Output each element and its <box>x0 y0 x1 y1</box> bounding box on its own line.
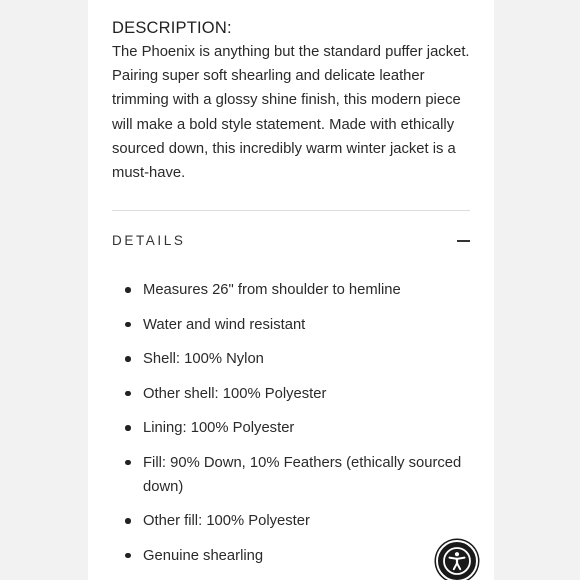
details-list <box>112 278 472 578</box>
accessibility-button[interactable] <box>436 540 478 580</box>
list-item <box>112 544 472 568</box>
bullet-icon <box>125 391 131 397</box>
list-item <box>112 382 472 406</box>
bullet-icon <box>125 287 131 293</box>
product-info-panel <box>88 0 494 580</box>
list-item-text: Other fill: 100% Polyester <box>143 513 310 530</box>
list-item-text: Other shell: 100% Polyester <box>143 385 327 402</box>
bullet-icon <box>125 356 131 362</box>
section-divider <box>112 210 470 211</box>
list-item-text: Fill: 90% Down, 10% Feathers (ethically sourced down) <box>143 454 462 495</box>
list-item <box>112 313 472 337</box>
bullet-icon <box>125 425 131 431</box>
list-item-text: Lining: 100% Polyester <box>143 420 295 436</box>
accessibility-icon <box>442 546 472 576</box>
minus-icon <box>457 240 470 242</box>
bullet-icon <box>125 518 131 524</box>
list-item-text: Genuine shearling <box>143 547 264 564</box>
list-item <box>112 278 472 302</box>
details-title: DETAILS <box>112 233 186 248</box>
bullet-icon <box>125 460 131 466</box>
description-text: The Phoenix is anything but the standard puffer jacket. Pairing super soft shearling and delicate leather trimming with a glossy shine finish, this modern piece will make a bold style statement. Made with ethically sourced down, this incredibly warm winter jacket is a must-have. <box>112 44 470 182</box>
bullet-icon <box>125 322 131 328</box>
list-item <box>112 509 472 533</box>
description-heading: DESCRIPTION: <box>112 19 232 37</box>
details-accordion-toggle[interactable] <box>112 228 470 254</box>
list-item-text: Measures 26" from shoulder to hemline <box>143 282 401 298</box>
list-item <box>112 451 472 499</box>
list-item <box>112 416 472 440</box>
list-item-text: Water and wind resistant <box>143 316 306 333</box>
bullet-icon <box>125 553 131 559</box>
list-item <box>112 347 472 371</box>
list-item-text: Shell: 100% Nylon <box>143 351 264 367</box>
